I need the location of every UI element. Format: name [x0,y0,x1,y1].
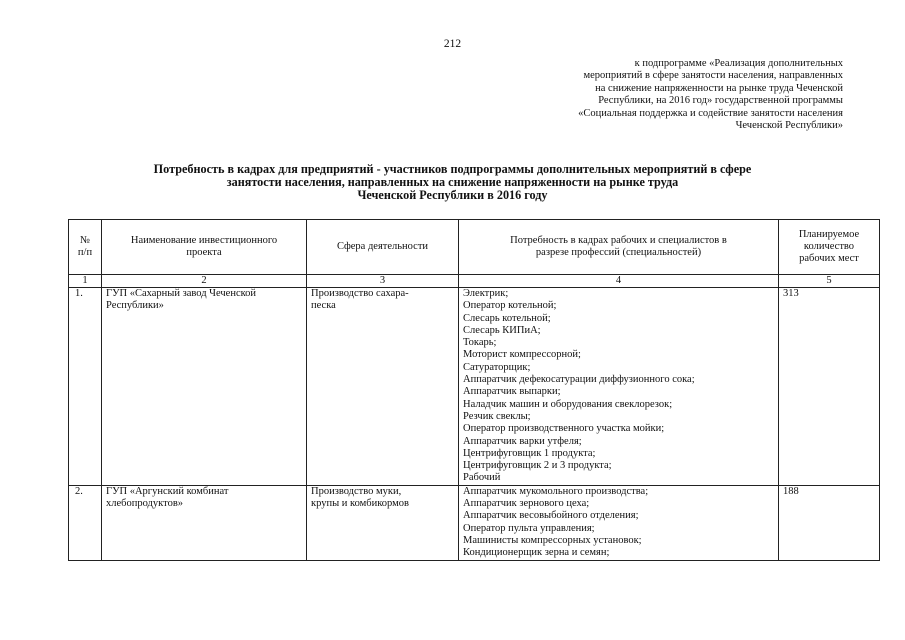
table-row [69,485,880,560]
project-name: ГУП «Аргунский комбинат хлебопродуктов» [102,485,307,560]
profession-item: Рабочий [463,472,501,484]
header-number: № п/п [69,220,102,275]
header-project: Наименование инвестиционного проекта [102,220,307,275]
profession-item: Оператор пульта управления; [463,522,595,534]
header-professions: Потребность в кадрах рабочих и специалистов в разрезе профессий (специальностей) [459,220,779,275]
profession-item: Аппаратчик выпарки; [463,386,561,398]
profession-item: Оператор производственного участка мойки; [463,423,665,435]
column-number-row [69,275,880,288]
profession-item: Аппаратчик зернового цеха; [463,498,590,510]
project-name: ГУП «Сахарный завод Чеченской Республики» [102,288,307,486]
column-number: 5 [779,275,880,288]
title-line: Чеченской Республики в 2016 году [357,188,548,202]
title-line: Потребность в кадрах для предприятий - участников подпрограммы дополнительных мероприятий в сфере [153,162,752,176]
profession-item: Центрифуговщик 1 продукта; [463,447,596,459]
row-number: 2. [69,485,102,560]
profession-item: Машинисты компрессорных установок; [463,534,642,546]
table-row [69,288,880,486]
header-sphere: Сфера деятельности [307,220,459,275]
profession-item: Аппаратчик весовыбойного отделения; [463,510,639,522]
column-number: 4 [459,275,779,288]
table-header-row [69,220,880,275]
profession-item: Аппаратчик дефекосатурации диффузионного сока; [463,374,695,386]
appendix-note-line: мероприятий в сфере занятости населения, направленных [583,70,843,82]
profession-item: Сатураторщик; [463,361,531,373]
profession-item: Оператор котельной; [463,300,557,312]
profession-item: Центрифуговщик 2 и 3 продукта; [463,460,612,472]
profession-item: Резчик свеклы; [463,410,531,422]
profession-item: Электрик; [463,288,509,299]
column-number: 3 [307,275,459,288]
staffing-needs-table [68,219,880,561]
document-title [40,163,865,202]
planned-jobs: 313 [779,288,880,486]
profession-item: Наладчик машин и оборудования свеклорезок; [463,398,673,410]
appendix-note-line: Республики, на 2016 год» государственной программы [598,95,843,107]
profession-item: Кондиционерщик зерна и семян; [463,547,610,559]
profession-list [459,485,779,560]
profession-item: Слесарь котельной; [463,312,551,324]
planned-jobs: 188 [779,485,880,560]
column-number: 1 [69,275,102,288]
profession-item: Аппаратчик мукомольного производства; [463,485,649,497]
profession-item: Токарь; [463,337,497,349]
profession-list [459,288,779,486]
appendix-note-line: Чеченской Республики» [735,120,843,132]
column-number: 2 [102,275,307,288]
appendix-note [483,58,843,132]
appendix-note-line: «Социальная поддержка и содействие занятости населения [578,107,843,119]
profession-item: Моторист компрессорной; [463,349,581,361]
activity-sphere: Производство муки, крупы и комбикормов [307,485,459,560]
appendix-note-line: на снижение напряженности на рынке труда Чеченской [595,82,843,94]
page-number: 212 [443,38,462,50]
profession-item: Аппаратчик варки утфеля; [463,435,582,447]
header-jobs: Планируемое количество рабочих мест [779,220,880,275]
row-number: 1. [69,288,102,486]
profession-item: Слесарь КИПиА; [463,324,541,336]
activity-sphere: Производство сахара- песка [307,288,459,486]
title-line: занятости населения, направленных на снижение напряженности на рынке труда [226,175,679,189]
appendix-note-line: к подпрограмме «Реализация дополнительных [634,58,843,69]
